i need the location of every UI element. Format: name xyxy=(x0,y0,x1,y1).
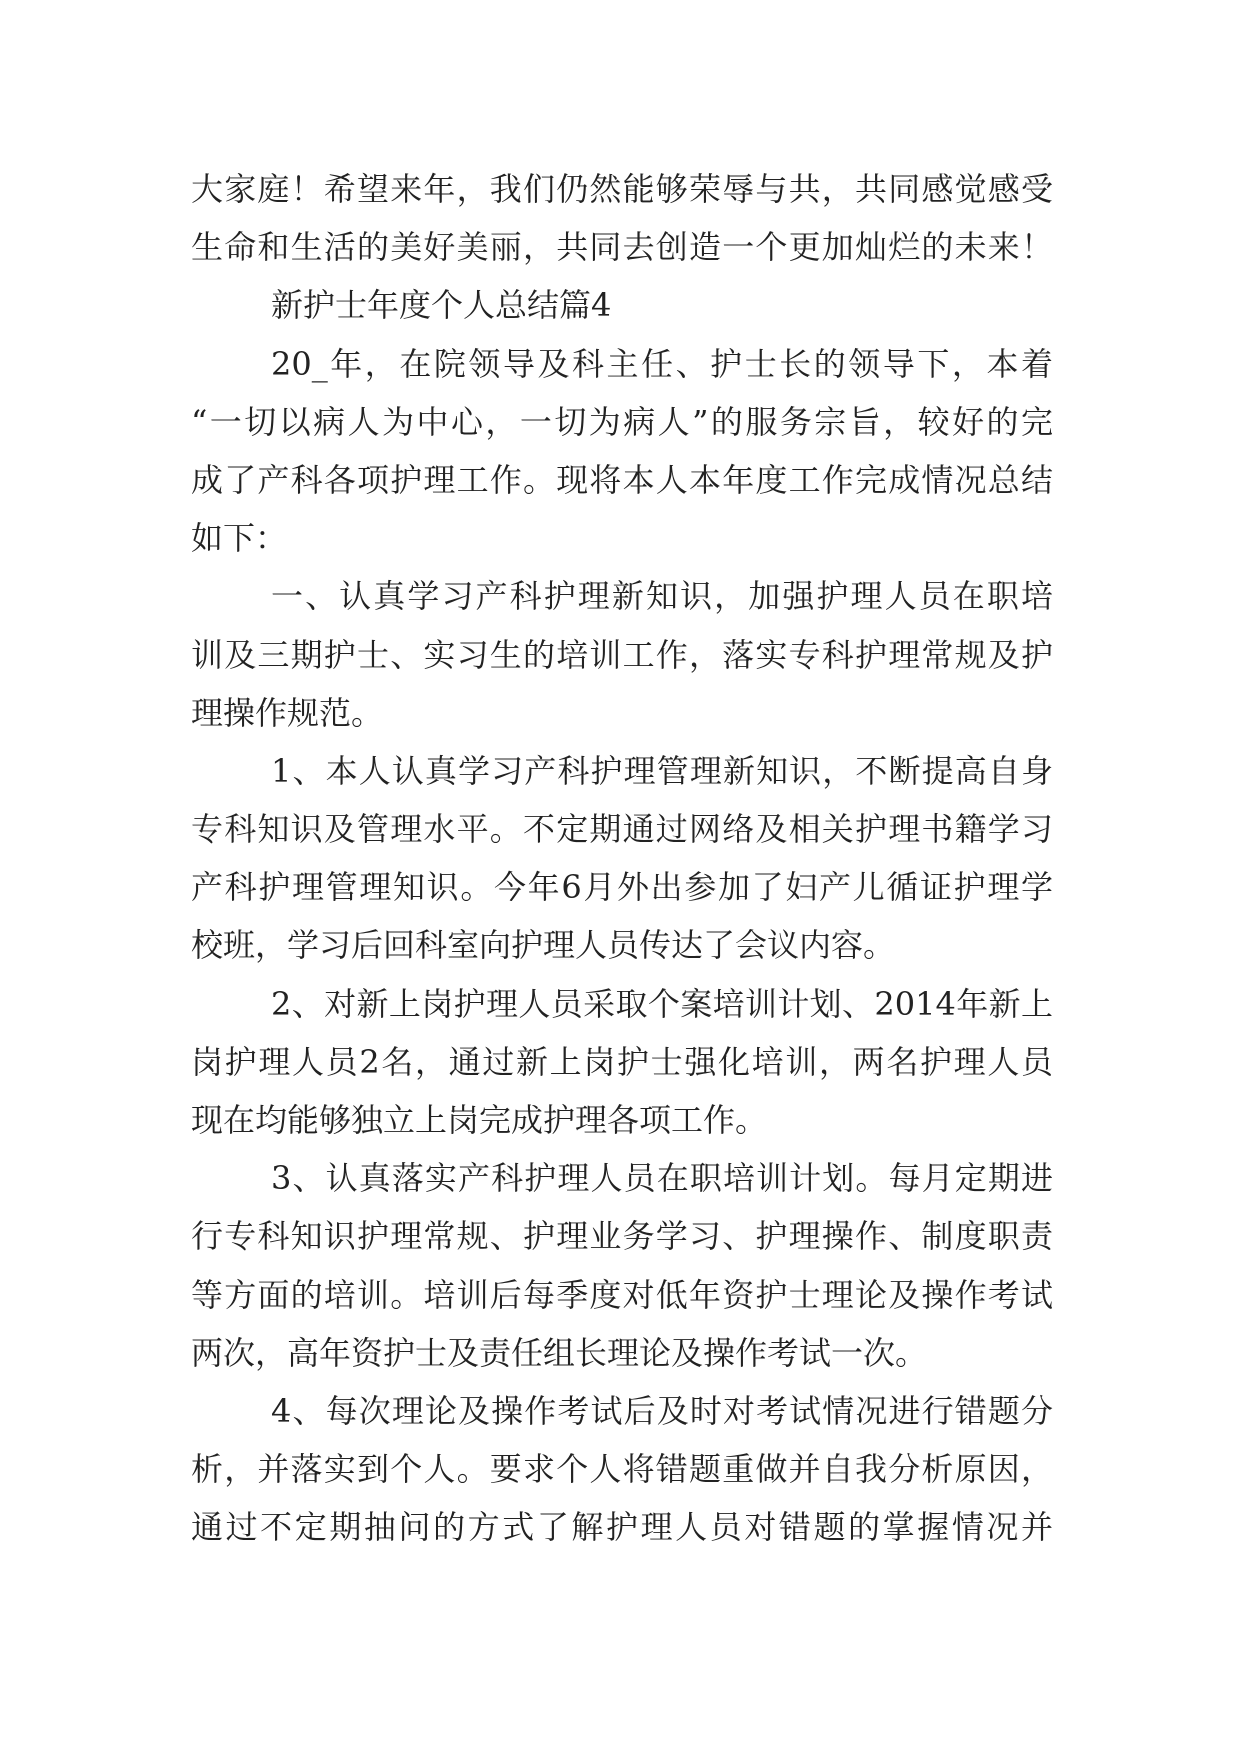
text-line: 岗护理人员2名，通过新上岗护士强化培训，两名护理人员 xyxy=(191,1042,1053,1081)
text-line: 析，并落实到个人。要求个人将错题重做并自我分析原因， xyxy=(191,1450,1053,1489)
text-line: 专科知识及管理水平。不定期通过网络及相关护理书籍学习 xyxy=(191,810,1053,849)
text-line: 2、对新上岗护理人员采取个案培训计划、2014年新上 xyxy=(271,984,1053,1023)
text-line: 训及三期护士、实习生的培训工作，落实专科护理常规及护 xyxy=(191,635,1053,674)
text-line: 产科护理管理知识。今年6月外出参加了妇产儿循证护理学 xyxy=(191,868,1053,907)
text-line: 1、本人认真学习产科护理管理新知识，不断提高自身 xyxy=(271,751,1053,790)
text-line: 通过不定期抽问的方式了解护理人员对错题的掌握情况并 xyxy=(191,1508,1053,1547)
document-body xyxy=(191,160,1053,1557)
section-title: 新护士年度个人总结篇4 xyxy=(271,286,612,325)
text-line: 一、认真学习产科护理新知识，加强护理人员在职培 xyxy=(271,577,1053,616)
text-line: 大家庭！希望来年，我们仍然能够荣辱与共，共同感觉感受 xyxy=(191,170,1053,208)
text-line: 成了产科各项护理工作。现将本人本年度工作完成情况总结 xyxy=(191,460,1053,499)
text-line: 校班，学习后回科室向护理人员传达了会议内容。 xyxy=(191,926,896,965)
text-line: 现在均能够独立上岗完成护理各项工作。 xyxy=(191,1101,768,1139)
text-line: 等方面的培训。培训后每季度对低年资护士理论及操作考试 xyxy=(191,1275,1053,1314)
text-line: 行专科知识护理常规、护理业务学习、护理操作、制度职责 xyxy=(191,1217,1053,1256)
text-line: 两次，高年资护士及责任组长理论及操作考试一次。 xyxy=(191,1333,928,1372)
text-line: 生命和生活的美好美丽，共同去创造一个更加灿烂的未来！ xyxy=(191,228,1053,267)
text-line: 如下： xyxy=(191,519,288,558)
text-line: 理操作规范。 xyxy=(191,693,384,732)
text-line: “一切以病人为中心，一切为病人”的服务宗旨，较好的完 xyxy=(191,402,1053,441)
text-line: 20_年，在院领导及科主任、护士长的领导下，本着 xyxy=(271,344,1053,383)
text-line: 3、认真落实产科护理人员在职培训计划。每月定期进 xyxy=(271,1159,1053,1198)
text-line: 4、每次理论及操作考试后及时对考试情况进行错题分 xyxy=(271,1391,1053,1430)
